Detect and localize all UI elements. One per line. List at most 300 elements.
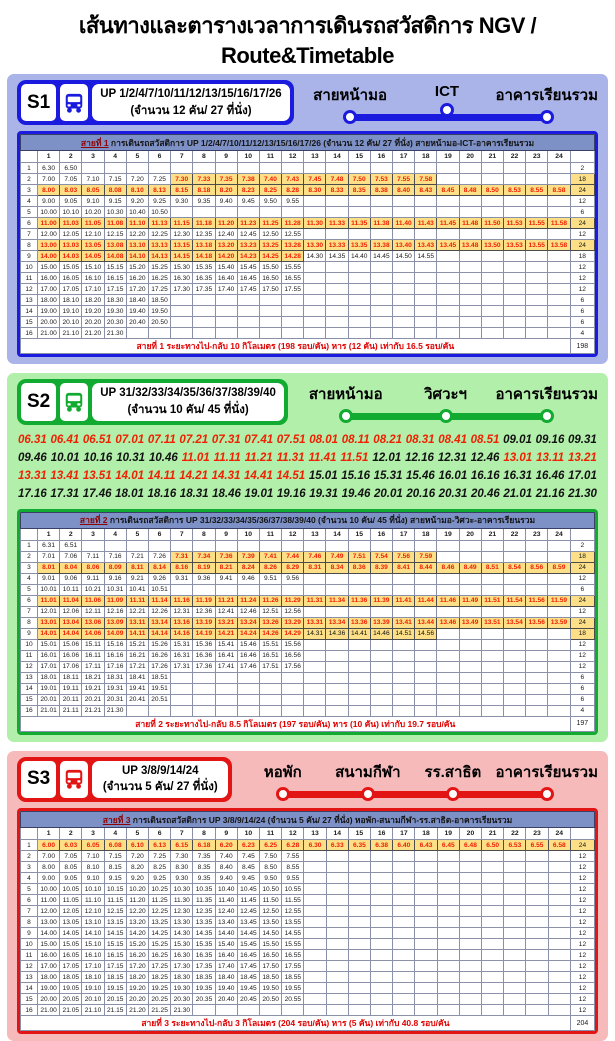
timetable-row — [21, 895, 595, 906]
row-number: 11 — [21, 650, 38, 661]
empty-cell — [459, 196, 481, 207]
empty-cell — [526, 972, 548, 983]
empty-cell — [415, 295, 437, 306]
column-header: 10 — [237, 151, 259, 163]
time-cell: 21.25 — [149, 1005, 171, 1016]
empty-cell — [459, 1005, 481, 1016]
empty-cell — [326, 573, 348, 584]
time-cell: 10.21 — [82, 584, 104, 595]
empty-cell — [415, 284, 437, 295]
time-cell: 11.19 — [193, 595, 215, 606]
trip-count: 2 — [570, 540, 594, 551]
empty-cell — [415, 306, 437, 317]
time-cell: 13.00 — [38, 917, 60, 928]
time-cell: 13.10 — [82, 917, 104, 928]
column-header: 17 — [393, 828, 415, 840]
time-cell: 14.04 — [60, 628, 82, 639]
timetable-row — [21, 639, 595, 650]
empty-cell — [526, 983, 548, 994]
empty-cell — [503, 628, 525, 639]
time-cell: 8.19 — [193, 562, 215, 573]
empty-cell — [304, 639, 326, 650]
time-cell: 11.15 — [171, 218, 193, 229]
empty-cell — [459, 229, 481, 240]
empty-cell — [171, 540, 193, 551]
empty-cell — [415, 994, 437, 1005]
departure-time: 07.21 — [179, 433, 209, 446]
time-cell: 8.55 — [526, 185, 548, 196]
time-cell: 13.06 — [82, 617, 104, 628]
column-header: 2 — [60, 151, 82, 163]
time-cell: 13.28 — [282, 240, 304, 251]
departure-times-line — [18, 485, 597, 503]
time-cell: 8.15 — [171, 185, 193, 196]
empty-cell — [504, 873, 526, 884]
empty-cell — [526, 328, 548, 339]
empty-cell — [503, 196, 525, 207]
column-header: 24 — [548, 528, 570, 540]
empty-cell — [393, 317, 415, 328]
empty-cell — [415, 273, 437, 284]
timetable-row — [21, 273, 595, 284]
route-capacity: (จำนวน 5 คัน/ 27 ที่นั่ง) — [102, 781, 218, 794]
time-cell: 11.43 — [415, 218, 437, 229]
column-header: 22 — [503, 528, 525, 540]
section-header — [17, 757, 598, 802]
time-cell: 11.05 — [82, 218, 104, 229]
route-section-s1 — [7, 74, 608, 364]
row-number: 6 — [21, 218, 38, 229]
empty-cell — [237, 694, 259, 705]
empty-cell — [437, 273, 459, 284]
time-cell: 7.50 — [260, 851, 282, 862]
time-cell: 16.56 — [282, 650, 304, 661]
time-cell: 21.15 — [104, 1005, 126, 1016]
time-cell: 8.35 — [193, 862, 215, 873]
row-number: 13 — [21, 295, 38, 306]
empty-cell — [326, 983, 348, 994]
time-cell: 18.10 — [60, 295, 82, 306]
empty-cell — [282, 584, 304, 595]
empty-cell — [482, 873, 504, 884]
empty-cell — [548, 163, 570, 174]
column-header: 12 — [282, 151, 304, 163]
time-cell: 12.55 — [282, 906, 304, 917]
time-cell: 12.25 — [149, 906, 171, 917]
time-cell: 17.10 — [82, 961, 104, 972]
empty-cell — [503, 694, 525, 705]
time-cell: 16.01 — [38, 650, 60, 661]
time-cell: 14.16 — [171, 628, 193, 639]
empty-cell — [548, 540, 570, 551]
time-cell: 18.31 — [104, 672, 126, 683]
time-cell: 14.46 — [370, 628, 392, 639]
time-cell: 8.53 — [503, 185, 525, 196]
time-cell: 6.08 — [104, 840, 126, 851]
table-footer-note: สายที่ 2 ระยะทางไป-กลับ 8.5 กิโลเมตร (197 รอบ/คัน) หาร (10 คัน) เท่ากับ 19.7 รอบ/คัน — [21, 716, 571, 731]
empty-cell — [548, 584, 570, 595]
empty-cell — [326, 851, 348, 862]
time-cell: 9.01 — [38, 573, 60, 584]
empty-cell — [548, 917, 570, 928]
time-cell: 18.50 — [260, 972, 282, 983]
column-header: 13 — [304, 828, 326, 840]
empty-cell — [526, 584, 548, 595]
time-cell: 11.55 — [282, 895, 304, 906]
time-cell: 21.01 — [38, 705, 60, 716]
empty-cell — [348, 639, 370, 650]
time-cell: 16.46 — [237, 650, 259, 661]
empty-cell — [393, 196, 415, 207]
time-cell: 6.23 — [237, 840, 259, 851]
trip-count: 12 — [570, 972, 594, 983]
empty-cell — [415, 884, 437, 895]
empty-cell — [326, 961, 348, 972]
time-cell: 11.35 — [193, 895, 215, 906]
empty-cell — [393, 584, 415, 595]
empty-cell — [326, 229, 348, 240]
departure-time: 19.01 — [244, 487, 274, 500]
timetable-s2 — [17, 509, 598, 735]
time-cell: 13.46 — [437, 617, 459, 628]
row-number: 8 — [21, 917, 38, 928]
timetable-row — [21, 163, 595, 174]
empty-cell — [348, 584, 370, 595]
column-header: 3 — [82, 528, 104, 540]
column-header: 10 — [237, 528, 259, 540]
time-cell: 12.00 — [38, 229, 60, 240]
time-cell: 16.21 — [126, 650, 148, 661]
time-cell: 15.01 — [38, 639, 60, 650]
time-cell: 13.55 — [282, 917, 304, 928]
time-cell: 18.45 — [237, 972, 259, 983]
time-cell: 12.41 — [215, 606, 237, 617]
time-cell: 16.26 — [148, 650, 170, 661]
empty-cell — [437, 584, 459, 595]
departure-time: 15.16 — [341, 469, 370, 482]
time-cell: 6.15 — [171, 840, 193, 851]
column-header: 11 — [260, 828, 282, 840]
column-header: 12 — [282, 528, 304, 540]
column-header: 5 — [126, 828, 148, 840]
empty-cell — [348, 1005, 370, 1016]
departure-time: 08.01 — [309, 433, 339, 446]
empty-cell — [348, 672, 370, 683]
empty-cell — [370, 705, 392, 716]
time-cell: 7.49 — [326, 551, 348, 562]
empty-cell — [415, 928, 437, 939]
empty-cell — [126, 540, 148, 551]
time-cell: 16.25 — [149, 950, 171, 961]
time-cell: 11.04 — [60, 595, 82, 606]
time-cell: 20.05 — [60, 994, 82, 1005]
empty-cell — [526, 994, 548, 1005]
time-cell: 18.11 — [60, 672, 82, 683]
empty-cell — [548, 884, 570, 895]
empty-cell — [393, 672, 415, 683]
empty-cell — [437, 950, 459, 961]
time-cell: 9.51 — [259, 573, 281, 584]
time-cell: 8.59 — [548, 562, 570, 573]
time-cell: 13.04 — [60, 617, 82, 628]
empty-cell — [548, 229, 570, 240]
time-cell: 6.25 — [260, 840, 282, 851]
time-cell: 8.46 — [437, 562, 459, 573]
empty-cell — [215, 672, 237, 683]
trip-count: 12 — [570, 273, 594, 284]
route-info-box — [92, 761, 228, 798]
departure-time: 19.31 — [309, 487, 339, 500]
time-cell: 11.45 — [437, 218, 459, 229]
time-cell: 8.09 — [104, 562, 126, 573]
departure-times-line — [18, 467, 597, 485]
time-cell: 14.25 — [259, 251, 281, 262]
time-cell: 20.55 — [282, 994, 304, 1005]
empty-cell — [481, 317, 503, 328]
time-cell: 9.56 — [282, 573, 304, 584]
departure-time: 11.11 — [213, 451, 241, 464]
empty-cell — [503, 551, 525, 562]
empty-cell — [171, 306, 193, 317]
empty-cell — [481, 196, 503, 207]
column-header: 8 — [193, 151, 215, 163]
route-bus-numbers: UP 3/8/9/14/24 — [121, 764, 199, 777]
empty-cell — [548, 273, 570, 284]
departure-time: 13.41 — [50, 469, 80, 482]
section-header — [17, 80, 598, 125]
empty-cell — [548, 639, 570, 650]
empty-cell — [215, 207, 237, 218]
time-cell: 8.49 — [459, 562, 481, 573]
empty-cell — [481, 273, 503, 284]
time-cell: 9.46 — [237, 573, 259, 584]
empty-cell — [171, 694, 193, 705]
time-cell: 13.53 — [503, 240, 525, 251]
time-cell: 17.11 — [82, 661, 104, 672]
time-cell: 13.38 — [370, 240, 392, 251]
empty-cell — [548, 950, 570, 961]
time-cell: 16.30 — [171, 273, 193, 284]
timetable-row — [21, 306, 595, 317]
time-cell: 7.55 — [393, 174, 415, 185]
time-cell: 12.46 — [237, 606, 259, 617]
empty-cell — [481, 628, 503, 639]
departure-time: 14.41 — [244, 469, 273, 482]
empty-cell — [393, 229, 415, 240]
time-cell: 12.30 — [171, 229, 193, 240]
empty-cell — [393, 972, 415, 983]
time-cell: 6.13 — [149, 840, 171, 851]
departure-time: 18.01 — [115, 487, 144, 500]
row-number: 5 — [21, 584, 38, 595]
time-cell: 19.10 — [82, 983, 104, 994]
route-stop — [296, 382, 396, 423]
time-cell: 14.23 — [237, 251, 259, 262]
empty-cell — [437, 639, 459, 650]
stop-label: สายหน้ามอ — [313, 87, 387, 104]
time-cell: 13.35 — [193, 917, 215, 928]
time-cell: 21.00 — [38, 328, 60, 339]
trip-count: 18 — [570, 628, 594, 639]
empty-cell — [459, 873, 481, 884]
time-cell: 13.25 — [149, 917, 171, 928]
time-cell: 14.15 — [171, 251, 193, 262]
time-cell: 15.00 — [38, 939, 60, 950]
time-cell: 8.08 — [104, 185, 126, 196]
column-header: 4 — [104, 528, 126, 540]
empty-cell — [171, 207, 193, 218]
time-cell: 14.51 — [393, 628, 415, 639]
empty-cell — [260, 1005, 282, 1016]
empty-cell — [437, 251, 459, 262]
empty-cell — [104, 163, 126, 174]
time-cell: 9.45 — [237, 873, 259, 884]
time-cell: 10.00 — [38, 884, 60, 895]
empty-cell — [503, 540, 525, 551]
empty-cell — [370, 584, 392, 595]
empty-cell — [348, 229, 370, 240]
empty-cell — [415, 917, 437, 928]
empty-cell — [393, 961, 415, 972]
empty-cell — [348, 262, 370, 273]
empty-cell — [504, 983, 526, 994]
row-number: 3 — [21, 185, 38, 196]
empty-cell — [237, 317, 259, 328]
departure-time: 08.51 — [470, 433, 500, 446]
time-cell: 21.30 — [171, 1005, 193, 1016]
empty-cell — [393, 1005, 415, 1016]
empty-cell — [504, 851, 526, 862]
time-cell: 8.05 — [82, 185, 104, 196]
time-cell: 20.51 — [148, 694, 170, 705]
trip-count: 24 — [570, 562, 594, 573]
empty-cell — [370, 196, 392, 207]
column-header: 12 — [282, 828, 304, 840]
row-number: 2 — [21, 851, 38, 862]
time-cell: 17.00 — [38, 284, 60, 295]
timetable-row — [21, 906, 595, 917]
time-cell: 9.11 — [82, 573, 104, 584]
column-header: 23 — [526, 528, 548, 540]
empty-cell — [148, 540, 170, 551]
timetable-row — [21, 994, 595, 1005]
empty-cell — [259, 694, 281, 705]
empty-cell — [393, 295, 415, 306]
departure-time: 17.01 — [568, 469, 597, 482]
time-cell: 13.14 — [148, 617, 170, 628]
departure-time: 07.11 — [147, 433, 176, 446]
empty-cell — [304, 229, 326, 240]
time-cell: 19.00 — [38, 983, 60, 994]
time-cell: 6.40 — [393, 840, 415, 851]
time-cell: 7.26 — [148, 551, 170, 562]
empty-cell — [503, 639, 525, 650]
timetable-row — [21, 840, 595, 851]
route-code: S1 — [21, 84, 56, 121]
time-cell: 18.20 — [126, 972, 148, 983]
time-cell: 13.39 — [370, 617, 392, 628]
time-cell: 13.05 — [82, 240, 104, 251]
empty-cell — [326, 540, 348, 551]
time-cell: 14.10 — [126, 251, 148, 262]
empty-cell — [503, 672, 525, 683]
empty-cell — [393, 994, 415, 1005]
time-cell: 15.26 — [148, 639, 170, 650]
departure-time: 13.51 — [82, 469, 112, 482]
time-cell: 12.51 — [259, 606, 281, 617]
time-cell: 19.40 — [215, 983, 237, 994]
trip-count: 12 — [570, 196, 594, 207]
time-cell: 8.11 — [126, 562, 148, 573]
time-cell: 14.21 — [215, 628, 237, 639]
route-stop-marker — [540, 787, 554, 801]
empty-cell — [326, 862, 348, 873]
time-cell: 14.18 — [193, 251, 215, 262]
departure-time: 17.46 — [82, 487, 112, 500]
time-cell: 11.40 — [393, 218, 415, 229]
timetable-s1 — [17, 131, 598, 357]
trip-count: 12 — [570, 939, 594, 950]
time-cell: 17.36 — [193, 661, 215, 672]
empty-cell — [415, 672, 437, 683]
time-cell: 11.29 — [282, 595, 304, 606]
departure-time: 16.16 — [470, 469, 500, 482]
time-cell: 9.20 — [126, 196, 148, 207]
time-cell: 21.10 — [82, 1005, 104, 1016]
column-header: 20 — [459, 528, 481, 540]
time-cell: 16.41 — [215, 650, 237, 661]
time-cell: 11.24 — [237, 595, 259, 606]
empty-cell — [171, 705, 193, 716]
empty-cell — [348, 862, 370, 873]
time-cell: 19.00 — [38, 306, 60, 317]
time-cell: 16.10 — [82, 950, 104, 961]
empty-cell — [415, 207, 437, 218]
timetable-row — [21, 595, 595, 606]
time-cell: 14.40 — [348, 251, 370, 262]
empty-cell — [348, 939, 370, 950]
time-cell: 13.01 — [38, 617, 60, 628]
empty-cell — [526, 295, 548, 306]
empty-cell — [82, 540, 104, 551]
empty-cell — [459, 328, 481, 339]
empty-cell — [459, 972, 481, 983]
time-cell: 20.25 — [149, 994, 171, 1005]
time-cell: 11.06 — [82, 595, 104, 606]
time-cell: 9.00 — [38, 196, 60, 207]
time-cell: 13.00 — [38, 240, 60, 251]
time-cell: 14.14 — [148, 628, 170, 639]
time-cell: 19.30 — [104, 306, 126, 317]
empty-cell — [326, 694, 348, 705]
time-cell: 9.35 — [193, 873, 215, 884]
time-cell: 14.00 — [38, 251, 60, 262]
empty-cell — [371, 895, 393, 906]
empty-cell — [459, 174, 481, 185]
time-cell: 8.34 — [326, 562, 348, 573]
empty-cell — [415, 650, 437, 661]
column-header: 5 — [126, 151, 148, 163]
time-cell: 12.50 — [260, 906, 282, 917]
empty-cell — [193, 207, 215, 218]
time-cell: 14.26 — [259, 628, 281, 639]
empty-cell — [481, 705, 503, 716]
empty-cell — [371, 1005, 393, 1016]
row-number: 16 — [21, 1005, 38, 1016]
empty-cell — [304, 262, 326, 273]
time-cell: 11.26 — [259, 595, 281, 606]
time-cell: 12.50 — [259, 229, 281, 240]
